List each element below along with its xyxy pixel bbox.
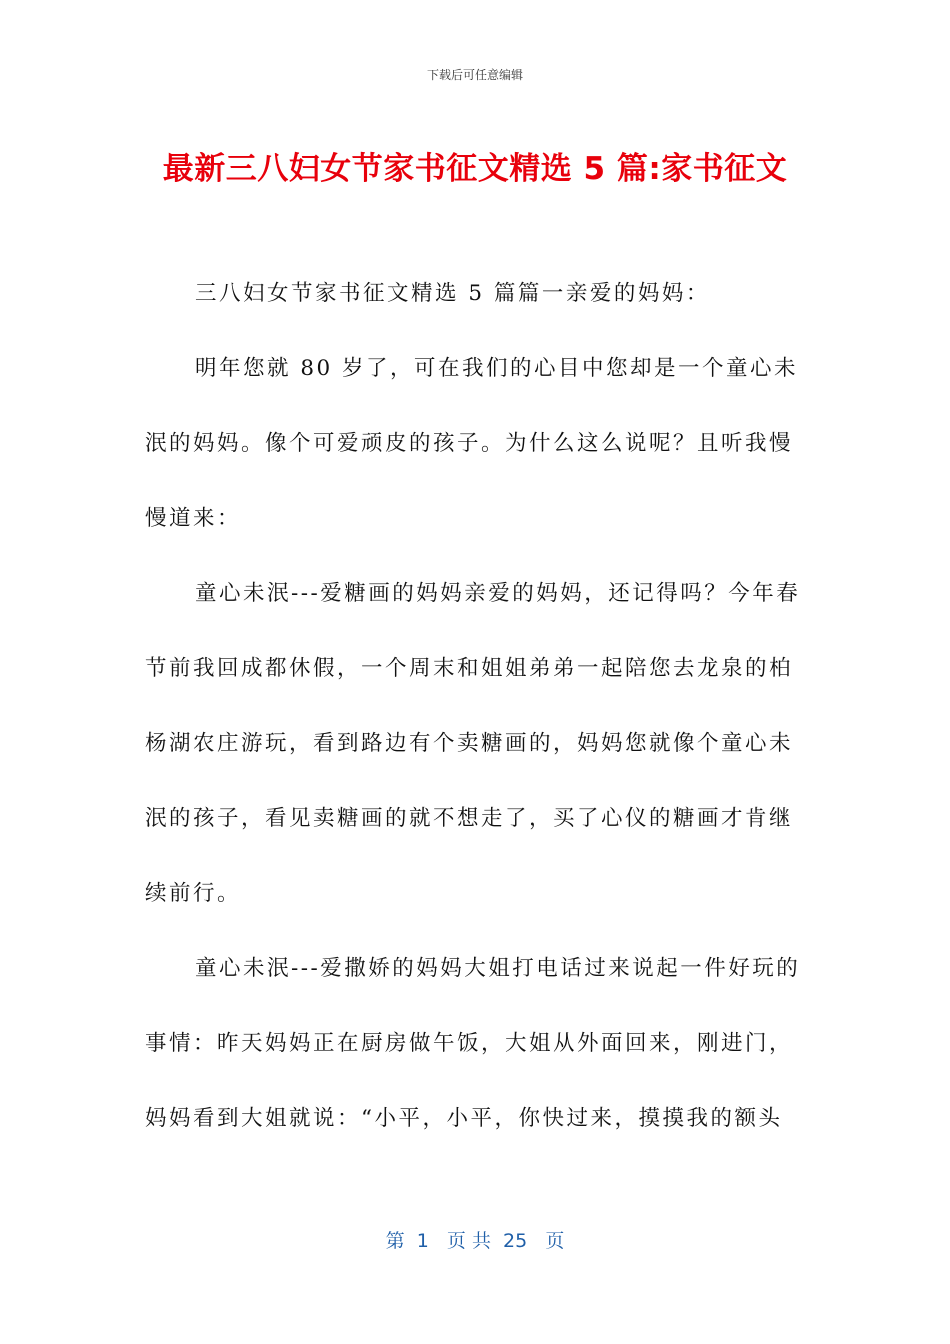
document-body xyxy=(145,256,805,1156)
document-title: 最新三八妇女节家书征文精选 5 篇:家书征文 xyxy=(162,151,788,187)
paragraph: 童心未泯---爱糖画的妈妈亲爱的妈妈，还记得吗？今年春节前我回成都休假，一个周末和姐姐弟弟一起陪您去龙泉的柏杨湖农庄游玩，看到路边有个卖糖画的，妈妈您就像个童心未泯的孩子，看见卖糖画的就不想走了，买了心仪的糖画才肯继续前行。 xyxy=(145,581,801,906)
header-note: 下载后可任意编辑 xyxy=(426,68,523,82)
paragraph: 明年您就 80 岁了，可在我们的心目中您却是一个童心未泯的妈妈。像个可爱顽皮的孩子。为什么这么说呢？且听我慢慢道来： xyxy=(145,356,799,531)
paragraph: 童心未泯---爱撒娇的妈妈大姐打电话过来说起一件好玩的事情：昨天妈妈正在厨房做午饭，大姐从外面回来，刚进门，妈妈看到大姐就说：“小平，小平，你快过来，摸摸我的额头 xyxy=(145,956,801,1131)
paragraph: 三八妇女节家书征文精选 5 篇篇一亲爱的妈妈： xyxy=(195,281,710,306)
page-number-footer: 第 1 页 共 25 页 xyxy=(385,1230,565,1252)
